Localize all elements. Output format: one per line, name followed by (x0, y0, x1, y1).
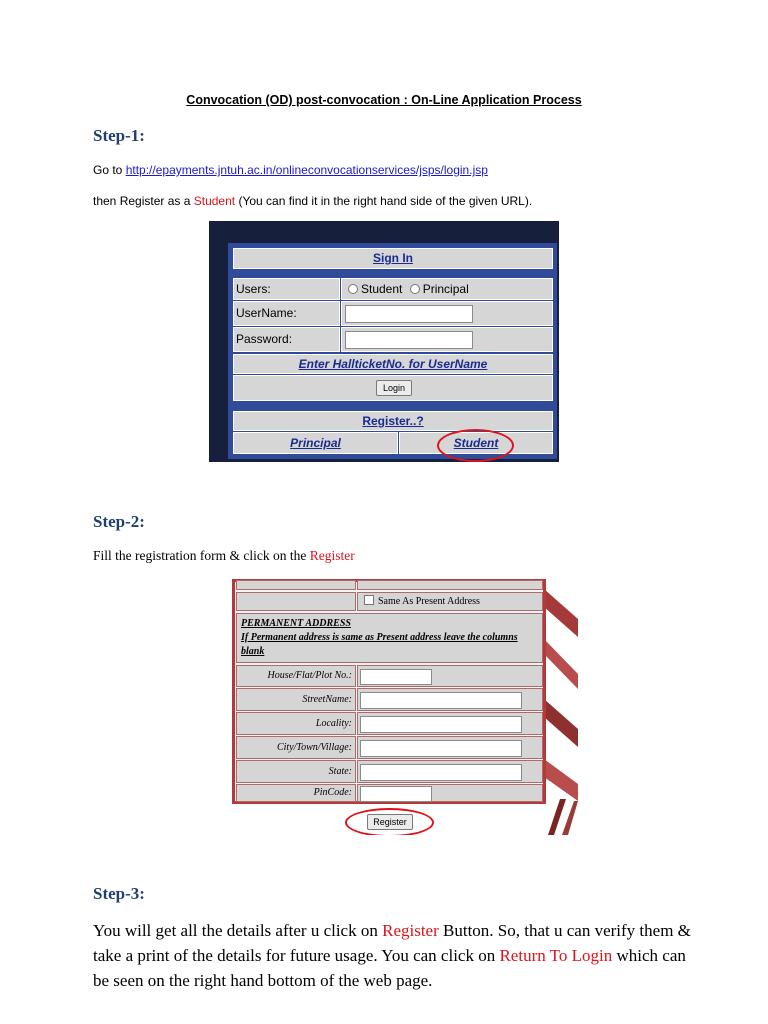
step2-text (93, 548, 355, 564)
goto-prefix: Go to (93, 163, 123, 177)
field-locality-cell (357, 712, 543, 735)
register-role: Student (193, 194, 236, 208)
field-label-street: StreetName: (236, 688, 356, 711)
register-suffix: (You can find it in the right hand side of the given URL). (238, 194, 533, 208)
password-label: Password: (233, 327, 340, 352)
register-screenshot (232, 579, 578, 835)
login-url-link[interactable]: http://epayments.jntuh.ac.in/onlineconvocationservices/jsps/login.jsp (125, 163, 488, 177)
field-state-cell (357, 760, 543, 783)
password-input[interactable] (345, 331, 473, 349)
username-cell (341, 301, 553, 326)
field-label-state: State: (236, 760, 356, 783)
register-form-frame (232, 579, 546, 804)
field-label-locality: Locality: (236, 712, 356, 735)
step3-part3: which can be seen on the right hand bottom of the web page. (93, 946, 686, 990)
document-title: Convocation (OD) post-convocation : On-Line Application Process (186, 93, 582, 107)
principal-radio-label: Principal (422, 282, 469, 296)
username-input[interactable] (345, 305, 473, 323)
login-button[interactable]: Login (376, 380, 412, 396)
field-street-cell (357, 688, 543, 711)
field-label-city: City/Town/Village: (236, 736, 356, 759)
state-input[interactable] (360, 764, 522, 781)
field-pincode-cell (357, 784, 543, 802)
same-address-label: Same As Present Address (378, 596, 480, 607)
street-input[interactable] (360, 692, 522, 709)
pincode-input[interactable] (360, 786, 432, 802)
step1-goto-line (93, 163, 488, 177)
register-prefix: then Register as a (93, 194, 191, 208)
step3-part1: You will get all the details after u click on (93, 921, 378, 940)
field-house-cell (357, 665, 543, 687)
field-label-house: House/Flat/Plot No.: (236, 665, 356, 687)
step3-part2: Button. So, that u can verify them & take a print of the details for future usage. You can click on (93, 921, 691, 965)
field-city-cell (357, 736, 543, 759)
step2-highlight: Register (309, 548, 355, 563)
same-address-checkbox[interactable] (364, 595, 374, 605)
same-address-left (236, 592, 356, 611)
login-panel (228, 243, 557, 459)
permanent-address-heading: PERMANENT ADDRESS (241, 618, 351, 629)
sign-in-link[interactable]: Sign In (373, 251, 413, 265)
permanent-address-block (236, 613, 543, 663)
step3-heading: Step-3: (93, 884, 145, 903)
user-type-radios (341, 278, 553, 300)
register-link[interactable]: Register..? (362, 414, 424, 428)
principal-radio[interactable] (410, 284, 420, 294)
cut-row-left (236, 580, 356, 590)
city-input[interactable] (360, 740, 522, 757)
step1-register-line (93, 194, 532, 208)
login-screenshot (209, 221, 559, 462)
locality-input[interactable] (360, 716, 522, 733)
student-radio-label: Student (361, 282, 403, 296)
register-highlight-oval (345, 808, 434, 835)
register-row (233, 411, 553, 431)
step2-heading: Step-2: (93, 512, 145, 531)
house-input[interactable] (360, 669, 432, 685)
highlight-oval (437, 429, 514, 462)
users-label: Users: (233, 278, 340, 300)
login-button-row (233, 375, 553, 401)
hallticket-hint: Enter HallticketNo. for UserName (298, 357, 488, 371)
principal-link[interactable]: Principal (290, 436, 341, 450)
step1-heading: Step-1: (93, 126, 145, 145)
step2-prefix: Fill the registration form & click on the (93, 548, 307, 563)
register-button[interactable]: Register (367, 814, 413, 830)
password-cell (341, 327, 553, 352)
student-radio[interactable] (348, 284, 358, 294)
field-label-pincode: PinCode: (236, 784, 356, 802)
username-label: UserName: (233, 301, 340, 326)
step3-highlight2: Return To Login (499, 946, 613, 965)
step3-highlight1: Register (382, 921, 439, 940)
hallticket-hint-row (233, 354, 553, 374)
principal-cell (233, 432, 398, 454)
cut-row-right (357, 580, 543, 590)
decorative-stripes (544, 579, 578, 835)
same-address-cell (357, 592, 543, 611)
step3-paragraph (93, 918, 693, 993)
student-link[interactable]: Student (453, 436, 499, 450)
sign-in-header (233, 248, 553, 269)
permanent-address-note: If Permanent address is same as Present address leave the columns blank (241, 632, 518, 657)
